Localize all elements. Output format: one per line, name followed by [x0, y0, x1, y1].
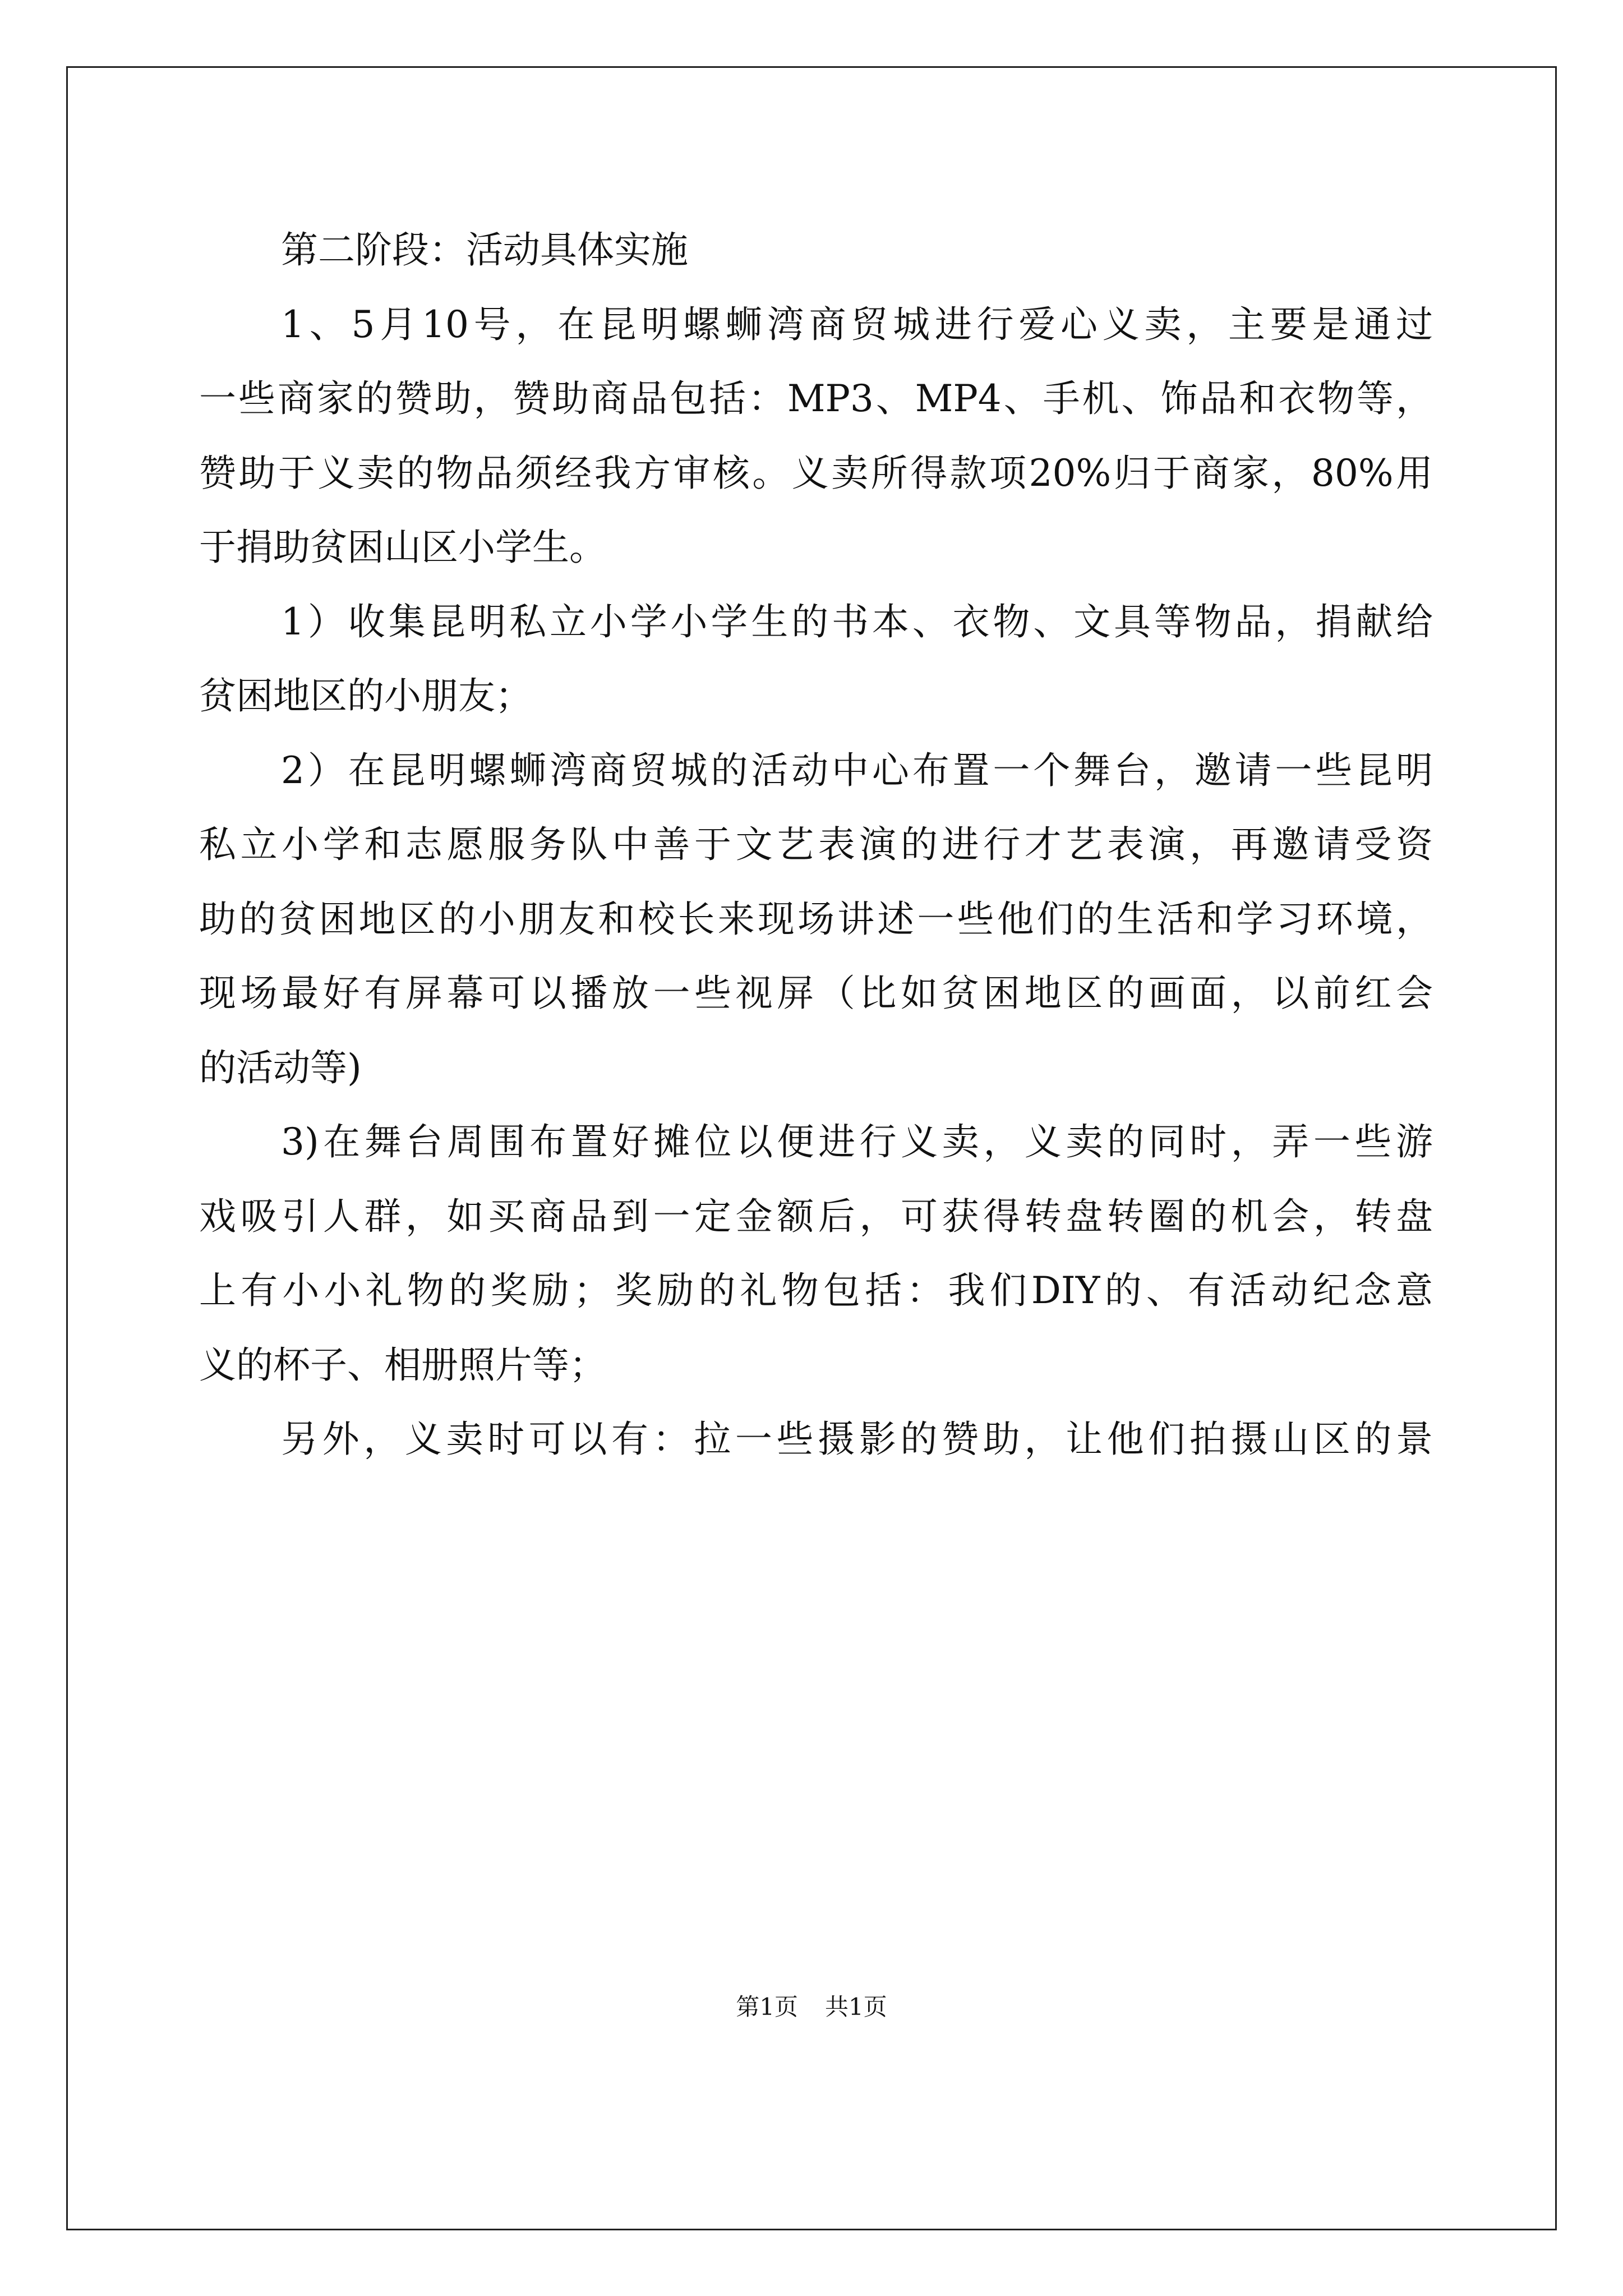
paragraph-line: 2）在昆明螺蛳湾商贸城的活动中心布置一个舞台，邀请一些昆明	[281, 748, 1433, 792]
paragraph-line: 贫困地区的小朋友；	[199, 674, 532, 717]
paragraph-line: 于捐助贫困山区小学生。	[199, 526, 606, 569]
paragraph-line: 私立小学和志愿服务队中善于文艺表演的进行才艺表演，再邀请受资	[199, 823, 1433, 866]
paragraph-line: 义的杯子、相册照片等；	[199, 1343, 606, 1387]
paragraph-line: 的活动等)	[199, 1046, 362, 1089]
section-heading: 第二阶段：活动具体实施	[281, 228, 688, 272]
paragraph-line: 1、5月10号，在昆明螺蛳湾商贸城进行爱心义卖，主要是通过	[281, 302, 1433, 346]
paragraph-line: 上有小小礼物的奖励；奖励的礼物包括：我们DIY的、有活动纪念意	[199, 1269, 1433, 1312]
page-footer	[0, 1990, 1623, 2024]
page-total: 共1页	[825, 1993, 887, 2021]
paragraph-line: 1）收集昆明私立小学小学生的书本、衣物、文具等物品，捐献给	[281, 600, 1433, 643]
paragraph-line: 现场最好有屏幕可以播放一些视屏（比如贫困地区的画面，以前红会	[199, 972, 1433, 1015]
paragraph-line: 助的贫困地区的小朋友和校长来现场讲述一些他们的生活和学习环境，	[199, 897, 1433, 941]
page-number: 第1页	[736, 1993, 798, 2021]
paragraph-line: 一些商家的赞助，赞助商品包括：MP3、MP4、手机、饰品和衣物等，	[199, 377, 1433, 420]
paragraph-line: 另外，义卖时可以有：拉一些摄影的赞助，让他们拍摄山区的景	[281, 1418, 1433, 1461]
paragraph-line: 赞助于义卖的物品须经我方审核。义卖所得款项20%归于商家，80%用	[199, 451, 1433, 495]
paragraph-line: 戏吸引人群，如买商品到一定金额后，可获得转盘转圈的机会，转盘	[199, 1194, 1433, 1238]
paragraph-line: 3)在舞台周围布置好摊位以便进行义卖，义卖的同时，弄一些游	[281, 1120, 1433, 1163]
document-body	[199, 213, 1433, 1477]
